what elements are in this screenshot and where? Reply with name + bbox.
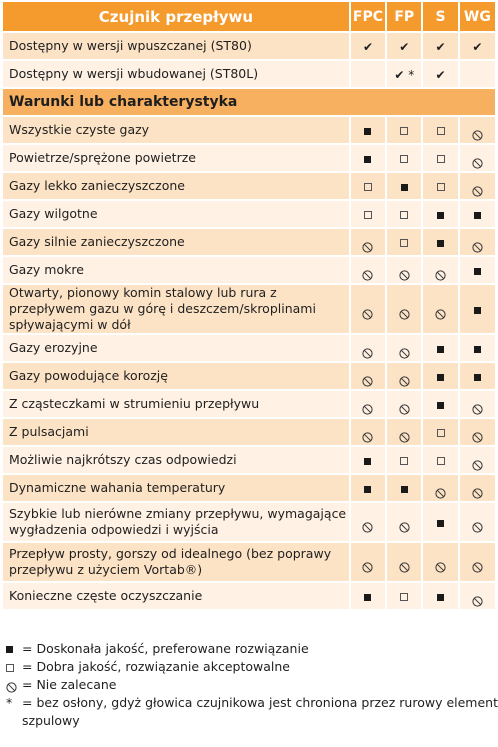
rating-cell xyxy=(460,285,495,333)
not-recommended-icon xyxy=(399,305,410,316)
excellent-square-icon xyxy=(437,212,444,219)
good-square-icon xyxy=(437,183,445,191)
excellent-square-icon xyxy=(364,594,371,601)
row-label: Powietrze/sprężone powietrze xyxy=(3,145,349,171)
rating-cell xyxy=(460,475,495,501)
row-label: Gazy lekko zanieczyszczone xyxy=(3,173,349,199)
legend xyxy=(6,640,498,730)
legend-key xyxy=(6,676,22,694)
rating-cell xyxy=(387,229,421,255)
rating-cell xyxy=(460,447,495,473)
row-label: Z cząsteczkami w strumieniu przepływu xyxy=(3,391,349,417)
row-label: Gazy powodujące korozję xyxy=(3,363,349,389)
rating-cell xyxy=(351,61,385,87)
checkmark-icon: ✔ xyxy=(472,40,483,54)
rating-cell xyxy=(423,229,457,255)
header-title: Czujnik przepływu xyxy=(3,2,349,31)
rating-cell xyxy=(351,543,385,581)
rating-cell xyxy=(423,583,457,609)
not-recommended-icon xyxy=(362,344,373,355)
not-recommended-icon xyxy=(435,558,446,569)
rating-cell xyxy=(423,335,457,361)
table-row xyxy=(3,201,495,227)
legend-item xyxy=(6,694,498,730)
good-square-icon xyxy=(364,211,372,219)
rating-cell xyxy=(351,145,385,171)
conditions-body xyxy=(3,117,495,609)
excellent-square-icon xyxy=(474,346,481,353)
rating-cell xyxy=(460,583,495,609)
column-header-fp: FP xyxy=(387,2,421,31)
not-recommended-icon xyxy=(435,305,446,316)
section-header-row xyxy=(3,89,495,115)
table-row xyxy=(3,583,495,609)
rating-cell xyxy=(387,285,421,333)
not-recommended-icon xyxy=(472,126,483,137)
rating-cell xyxy=(351,391,385,417)
rating-cell xyxy=(387,419,421,445)
rating-cell xyxy=(460,257,495,283)
rating-cell xyxy=(423,543,457,581)
table-row xyxy=(3,447,495,473)
table-row xyxy=(3,257,495,283)
rating-cell xyxy=(387,201,421,227)
good-square-icon xyxy=(6,664,14,672)
rating-cell xyxy=(460,229,495,255)
rating-cell xyxy=(460,503,495,541)
table-row xyxy=(3,419,495,445)
not-recommended-icon xyxy=(399,558,410,569)
table-row xyxy=(3,335,495,361)
not-recommended-icon xyxy=(472,154,483,165)
rating-cell xyxy=(460,61,495,87)
rating-cell xyxy=(387,583,421,609)
table-row xyxy=(3,503,495,541)
legend-text: = Nie zalecane xyxy=(22,677,117,692)
rating-cell xyxy=(351,229,385,255)
legend-key xyxy=(6,640,22,658)
checkmark-icon: ✔ * xyxy=(394,68,415,82)
rating-cell xyxy=(387,503,421,541)
rating-cell xyxy=(351,447,385,473)
good-square-icon xyxy=(400,155,408,163)
row-label: Konieczne częste oczyszczanie xyxy=(3,583,349,609)
rating-cell xyxy=(423,61,457,87)
legend-text: = bez osłony, gdyż głowica czujnikowa jest chroniona przez rurowy element szpulowy xyxy=(22,695,498,728)
section-title: Warunki lub charakterystyka xyxy=(3,89,495,115)
rating-cell xyxy=(423,201,457,227)
good-square-icon xyxy=(400,593,408,601)
not-recommended-icon xyxy=(399,400,410,411)
excellent-square-icon xyxy=(474,212,481,219)
table-row xyxy=(3,285,495,333)
rating-cell xyxy=(460,145,495,171)
rating-cell xyxy=(423,145,457,171)
excellent-square-icon xyxy=(401,486,408,493)
rating-cell xyxy=(460,543,495,581)
good-square-icon xyxy=(437,127,445,135)
legend-item xyxy=(6,676,498,694)
legend-text: = Doskonała jakość, preferowane rozwiązanie xyxy=(22,641,309,656)
rating-cell xyxy=(387,33,421,59)
row-label: Wszystkie czyste gazy xyxy=(3,117,349,143)
not-recommended-icon xyxy=(362,266,373,277)
not-recommended-icon xyxy=(472,518,483,529)
excellent-square-icon xyxy=(364,156,371,163)
table-row xyxy=(3,61,495,87)
not-recommended-icon xyxy=(435,484,446,495)
not-recommended-icon xyxy=(362,518,373,529)
excellent-square-icon xyxy=(401,184,408,191)
legend-item xyxy=(6,658,498,676)
table-row xyxy=(3,33,495,59)
rating-cell xyxy=(351,475,385,501)
good-square-icon xyxy=(400,127,408,135)
not-recommended-icon xyxy=(399,266,410,277)
table-row xyxy=(3,475,495,501)
comparison-table xyxy=(1,0,497,611)
row-label: Gazy mokre xyxy=(3,257,349,283)
not-recommended-icon xyxy=(6,680,17,691)
column-header-fpc: FPC xyxy=(351,2,385,31)
legend-item xyxy=(6,640,498,658)
versions-body xyxy=(3,33,495,87)
not-recommended-icon xyxy=(362,400,373,411)
row-label: Dostępny w wersji wbudowanej (ST80L) xyxy=(3,61,349,87)
not-recommended-icon xyxy=(472,456,483,467)
excellent-square-icon xyxy=(364,486,371,493)
excellent-square-icon xyxy=(6,646,13,653)
good-square-icon xyxy=(437,457,445,465)
not-recommended-icon xyxy=(472,558,483,569)
rating-cell xyxy=(460,201,495,227)
table-row xyxy=(3,543,495,581)
rating-cell xyxy=(387,391,421,417)
excellent-square-icon xyxy=(437,520,444,527)
good-square-icon xyxy=(400,239,408,247)
excellent-square-icon xyxy=(437,346,444,353)
legend-key xyxy=(6,658,22,676)
rating-cell xyxy=(460,391,495,417)
excellent-square-icon xyxy=(474,374,481,381)
row-label: Gazy wilgotne xyxy=(3,201,349,227)
good-square-icon xyxy=(400,457,408,465)
not-recommended-icon xyxy=(472,484,483,495)
not-recommended-icon xyxy=(399,372,410,383)
rating-cell xyxy=(460,363,495,389)
rating-cell xyxy=(423,475,457,501)
excellent-square-icon xyxy=(437,594,444,601)
rating-cell xyxy=(423,173,457,199)
rating-cell xyxy=(423,419,457,445)
rating-cell xyxy=(423,33,457,59)
not-recommended-icon xyxy=(472,182,483,193)
table-row xyxy=(3,145,495,171)
rating-cell xyxy=(351,117,385,143)
rating-cell xyxy=(351,419,385,445)
rating-cell xyxy=(387,173,421,199)
rating-cell xyxy=(460,335,495,361)
rating-cell xyxy=(351,33,385,59)
rating-cell xyxy=(387,363,421,389)
not-recommended-icon xyxy=(362,238,373,249)
row-label: Dynamiczne wahania temperatury xyxy=(3,475,349,501)
row-label: Możliwie najkrótszy czas odpowiedzi xyxy=(3,447,349,473)
table-header-row xyxy=(3,2,495,31)
rating-cell xyxy=(460,33,495,59)
rating-cell xyxy=(351,503,385,541)
rating-cell xyxy=(387,145,421,171)
rating-cell xyxy=(387,335,421,361)
row-label: Otwarty, pionowy komin stalowy lub rura z przepływem gazu w górę i deszczem/skroplinami spływającymi w dół xyxy=(3,285,349,333)
rating-cell xyxy=(423,391,457,417)
table-row xyxy=(3,229,495,255)
row-label: Przepływ prosty, gorszy od idealnego (bez poprawy przepływu z użyciem Vortab®) xyxy=(3,543,349,581)
good-square-icon xyxy=(400,211,408,219)
rating-cell xyxy=(460,173,495,199)
excellent-square-icon xyxy=(437,374,444,381)
checkmark-icon: ✔ xyxy=(362,40,374,54)
rating-cell xyxy=(387,257,421,283)
not-recommended-icon xyxy=(399,344,410,355)
rating-cell xyxy=(423,363,457,389)
excellent-square-icon xyxy=(474,307,481,314)
rating-cell xyxy=(460,117,495,143)
legend-text: = Dobra jakość, rozwiązanie akceptowalne xyxy=(22,659,290,674)
excellent-square-icon xyxy=(364,128,371,135)
rating-cell xyxy=(423,257,457,283)
rating-cell xyxy=(387,475,421,501)
not-recommended-icon xyxy=(362,558,373,569)
good-square-icon xyxy=(364,183,372,191)
rating-cell xyxy=(351,363,385,389)
column-header-s: S xyxy=(423,2,457,31)
table-row xyxy=(3,363,495,389)
row-label: Gazy erozyjne xyxy=(3,335,349,361)
rating-cell xyxy=(460,419,495,445)
rating-cell xyxy=(387,543,421,581)
rating-cell xyxy=(423,447,457,473)
not-recommended-icon xyxy=(399,518,410,529)
not-recommended-icon xyxy=(435,266,446,277)
rating-cell xyxy=(351,583,385,609)
table-row xyxy=(3,117,495,143)
checkmark-icon: ✔ xyxy=(435,68,446,82)
not-recommended-icon xyxy=(472,428,483,439)
rating-cell xyxy=(423,285,457,333)
rating-cell xyxy=(351,201,385,227)
not-recommended-icon xyxy=(399,428,410,439)
rating-cell xyxy=(351,173,385,199)
rating-cell xyxy=(387,117,421,143)
row-label: Z pulsacjami xyxy=(3,419,349,445)
not-recommended-icon xyxy=(362,372,373,383)
column-header-wg: WG xyxy=(460,2,495,31)
row-label: Szybkie lub nierówne zmiany przepływu, wymagające wygładzenia odpowiedzi i wyjścia xyxy=(3,503,349,541)
rating-cell xyxy=(423,117,457,143)
table-row xyxy=(3,391,495,417)
not-recommended-icon xyxy=(472,400,483,411)
excellent-square-icon xyxy=(364,458,371,465)
excellent-square-icon xyxy=(437,402,444,409)
not-recommended-icon xyxy=(472,238,483,249)
good-square-icon xyxy=(437,429,445,437)
asterisk-key: * xyxy=(6,695,13,710)
not-recommended-icon xyxy=(362,428,373,439)
not-recommended-icon xyxy=(362,305,373,316)
checkmark-icon: ✔ xyxy=(399,40,410,54)
rating-cell xyxy=(351,335,385,361)
not-recommended-icon xyxy=(472,592,483,603)
rating-cell xyxy=(351,285,385,333)
rating-cell xyxy=(387,447,421,473)
rating-cell xyxy=(423,503,457,541)
rating-cell xyxy=(387,61,421,87)
excellent-square-icon xyxy=(437,240,444,247)
good-square-icon xyxy=(437,155,445,163)
rating-cell xyxy=(351,257,385,283)
row-label: Dostępny w wersji wpuszczanej (ST80) xyxy=(3,33,349,59)
table-row xyxy=(3,173,495,199)
row-label: Gazy silnie zanieczyszczone xyxy=(3,229,349,255)
checkmark-icon: ✔ xyxy=(435,40,446,54)
excellent-square-icon xyxy=(474,268,481,275)
